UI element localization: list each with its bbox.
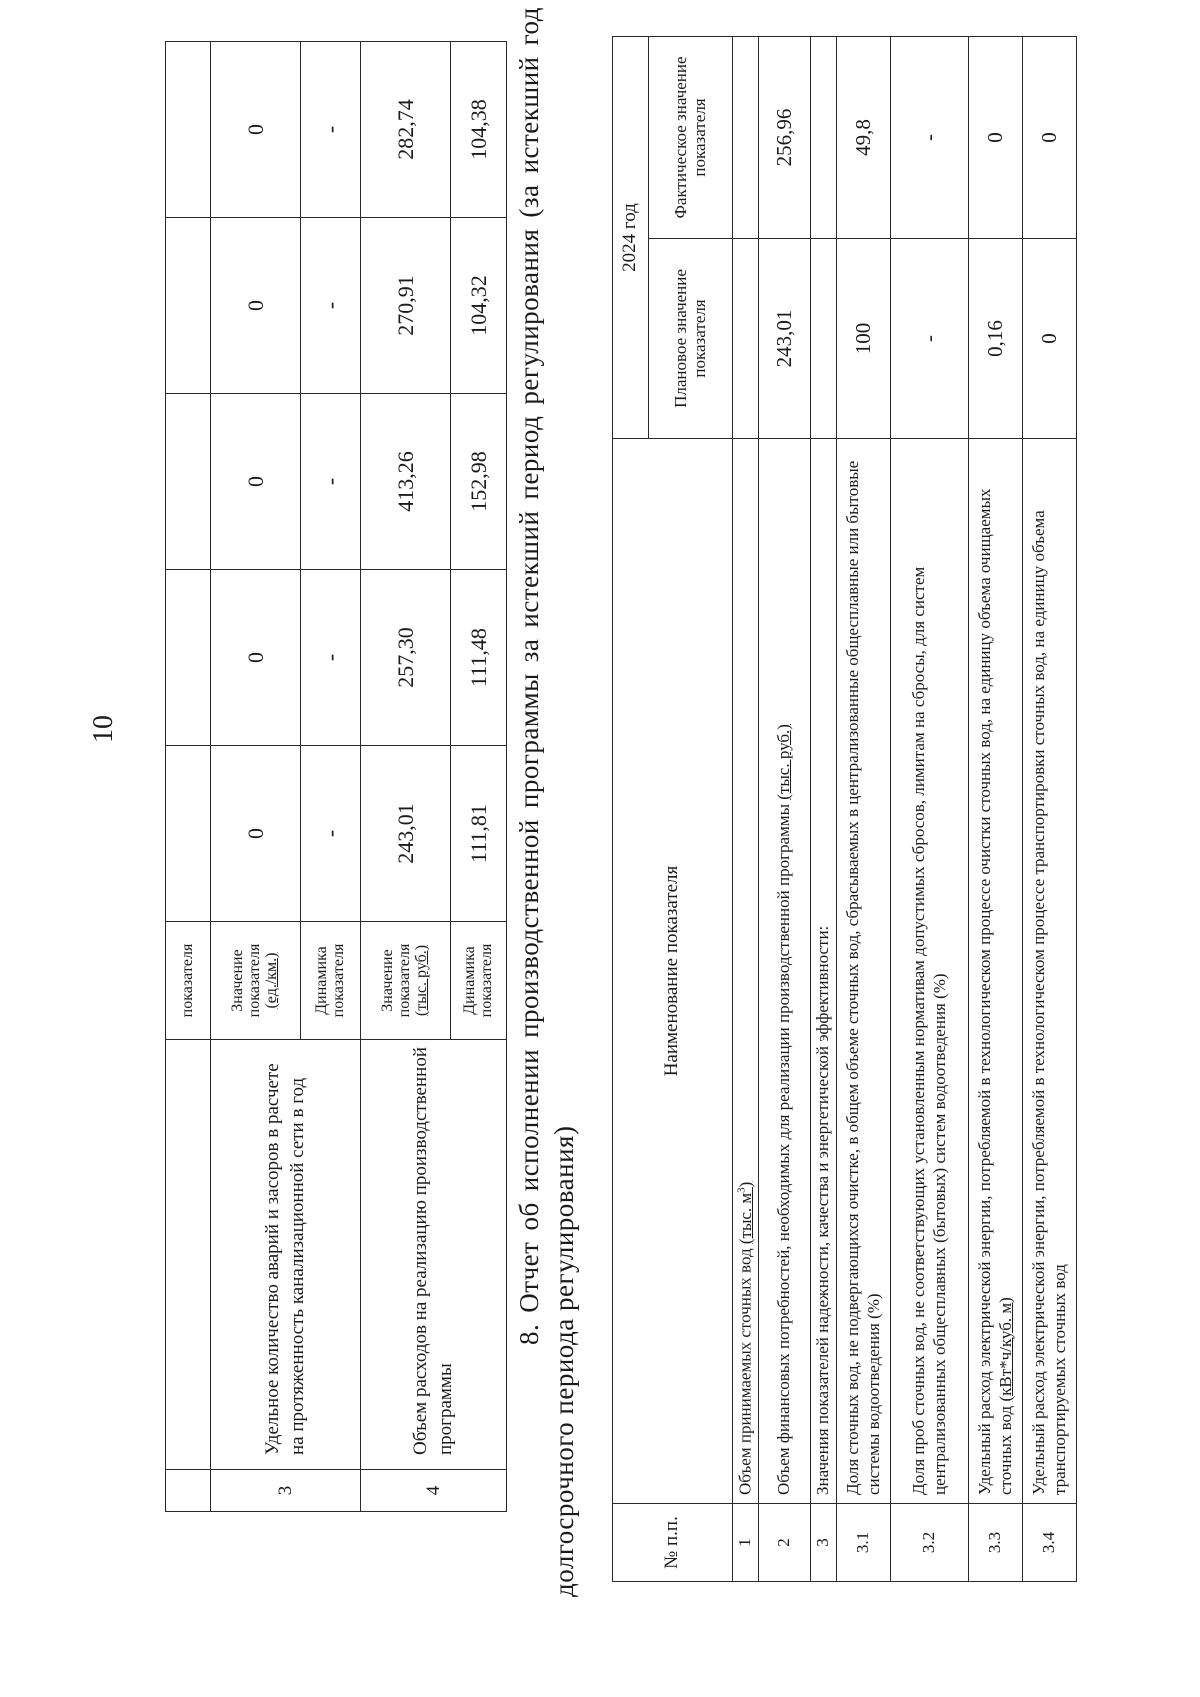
header-plan: Плановое значение показателя <box>649 239 733 439</box>
indicator-name: Доля сточных вод, не подвергающихся очистке, в общем объеме сточных вод, сбрасываемых в централизованные общесплавные или бытовые системы водоотведения (%) <box>837 439 891 1504</box>
header-num: № п.п. <box>613 1504 733 1582</box>
value-cell: 282,74 <box>361 42 451 218</box>
plan-value <box>733 239 759 439</box>
value-cell: - <box>301 394 361 570</box>
indicator-name: Удельное количество аварий и засоров в расчете на протяженность канализационной сети в год <box>211 1040 361 1470</box>
value-cell: 0 <box>211 218 301 394</box>
value-cell: 257,30 <box>361 570 451 746</box>
header-name: Наименование показателя <box>613 439 733 1504</box>
indicator-name: Объем расходов на реализацию производственной программы <box>361 1040 507 1470</box>
value-cell: - <box>301 42 361 218</box>
unit-label: (тыс. руб.) <box>774 724 794 800</box>
table-header-row <box>613 36 649 1581</box>
row-number: 1 <box>733 1504 759 1582</box>
value-cell: 413,26 <box>361 394 451 570</box>
header-fragment: показателя <box>166 922 211 1040</box>
unit-label: (тыс. $м^3$) <box>735 1181 755 1245</box>
fact-value: - <box>891 36 969 238</box>
sub-label: Динамика показателя <box>451 922 507 1040</box>
value-cell: 104,32 <box>451 218 507 394</box>
row-number: 3.4 <box>1023 1504 1077 1582</box>
sub-label: Динамика показателя <box>301 922 361 1040</box>
section-title: 8. Отчет об исполнении производственной программы за истекший период регулирования (за истекший год долгосрочного периода регулирования) <box>514 7 580 1597</box>
table-row <box>211 42 301 1512</box>
row-number: 3 <box>211 1470 361 1512</box>
table-row <box>361 42 451 1512</box>
row-number: 2 <box>759 1504 811 1582</box>
value-cell: 0 <box>211 746 301 922</box>
indicator-name: Объем финансовых потребностей, необходимых для реализации производственной программы (тыс. руб.) <box>759 439 811 1504</box>
page-number: 10 <box>88 715 119 743</box>
table-row <box>891 36 969 1581</box>
value-cell: 0 <box>211 570 301 746</box>
unit-label: (кВт*ч/куб. м) <box>995 1297 1015 1402</box>
plan-value: 0,16 <box>969 239 1023 439</box>
header-fact: Фактическое значение показателя <box>649 36 733 238</box>
indicator-name: Удельный расход электрической энергии, потребляемой в технологическом процессе очистки сточных вод, на единицу объема очищаемых сточных вод (кВт*ч/куб. м) <box>969 439 1023 1504</box>
production-program-report-table <box>612 36 1077 1582</box>
indicator-name: Объем принимаемых сточных вод (тыс. $м^3$) <box>733 439 759 1504</box>
indicator-name: Удельный расход электрической энергии, потребляемой в технологическом процессе транспортировки сточных вод, на единицу объема транспортируемых сточных вод <box>1023 439 1077 1504</box>
value-cell: 0 <box>211 42 301 218</box>
table-row <box>759 36 811 1581</box>
table-row <box>969 36 1023 1581</box>
sub-label: Значение показателя (ед./км.) <box>211 922 301 1040</box>
value-cell: - <box>301 570 361 746</box>
value-cell: 104,38 <box>451 42 507 218</box>
row-number: 3.3 <box>969 1504 1023 1582</box>
row-number: 4 <box>361 1470 507 1512</box>
indicators-table-continuation <box>165 41 507 1512</box>
value-cell: - <box>301 746 361 922</box>
indicator-name: Значения показателей надежности, качества и энергетической эффективности: <box>811 439 837 1504</box>
value-cell: 0 <box>211 394 301 570</box>
table-row <box>166 42 211 1512</box>
value-cell: - <box>301 218 361 394</box>
value-cell: 111,48 <box>451 570 507 746</box>
table-row <box>811 36 837 1581</box>
fact-value: 0 <box>969 36 1023 238</box>
row-number: 3.1 <box>837 1504 891 1582</box>
sub-label: Значение показателя (тыс. руб.) <box>361 922 451 1040</box>
plan-value <box>811 239 837 439</box>
indicator-name: Доля проб сточных вод, не соответствующих установленным нормативам допустимых сбросов, лимитам на сбросы, для систем централизованных общесплавных (бытовых) систем водоотведения (%) <box>891 439 969 1504</box>
fact-value: 0 <box>1023 36 1077 238</box>
header-year: 2024 год <box>613 36 649 438</box>
plan-value: 0 <box>1023 239 1077 439</box>
fact-value <box>811 36 837 238</box>
table-row <box>1023 36 1077 1581</box>
fact-value: 256,96 <box>759 36 811 238</box>
fact-value: 49,8 <box>837 36 891 238</box>
table-row <box>837 36 891 1581</box>
table-row <box>733 36 759 1581</box>
row-number: 3 <box>811 1504 837 1582</box>
value-cell: 111,81 <box>451 746 507 922</box>
fact-value <box>733 36 759 238</box>
value-cell: 243,01 <box>361 746 451 922</box>
plan-value: 100 <box>837 239 891 439</box>
superscript: 3 <box>735 1187 747 1193</box>
value-cell: 152,98 <box>451 394 507 570</box>
plan-value: 243,01 <box>759 239 811 439</box>
plan-value: - <box>891 239 969 439</box>
value-cell: 270,91 <box>361 218 451 394</box>
row-number: 3.2 <box>891 1504 969 1582</box>
